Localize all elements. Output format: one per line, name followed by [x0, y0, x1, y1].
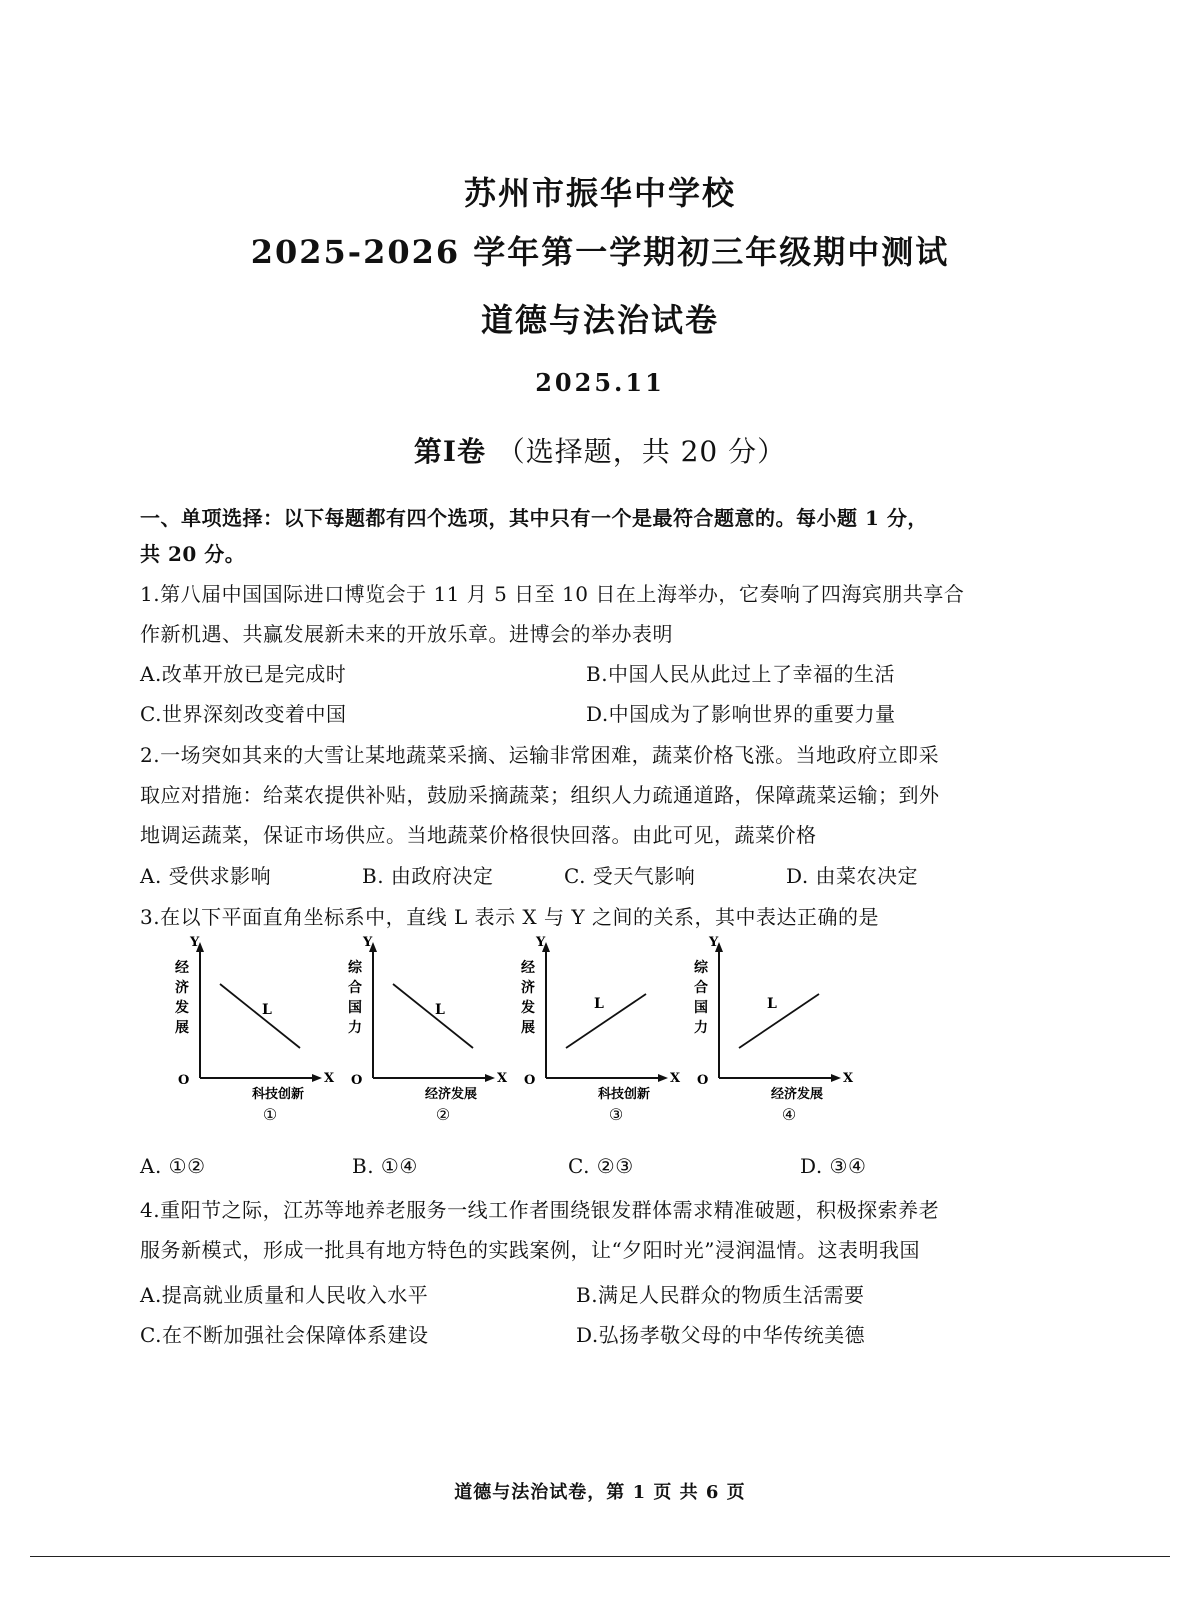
section-heading [140, 500, 1000, 572]
y-axis-label-char: 发 [521, 1000, 535, 1016]
line-l [566, 994, 646, 1048]
question-line: 2.一场突如其来的大雪让某地蔬菜采摘、运输非常困难，蔬菜价格飞涨。当地政府立即采 [140, 743, 940, 767]
y-axis-label-char: 济 [521, 980, 535, 996]
option-c[interactable]: C.在不断加强社会保障体系建设 [140, 1323, 429, 1347]
option-a[interactable]: A.改革开放已是完成时 [140, 662, 347, 686]
x-axis-letter: X [670, 1071, 681, 1086]
graph-number: ② [435, 1105, 451, 1124]
y-axis-label-char: 综 [348, 960, 362, 976]
question-4 [140, 1190, 1000, 1270]
question-3-options [140, 1146, 1000, 1186]
y-axis-letter: Y [190, 935, 200, 950]
y-axis-label-char: 经 [175, 960, 189, 976]
y-axis-label-char: 综 [694, 960, 708, 976]
y-axis-label-char: 合 [348, 980, 362, 996]
question-line: 地调运蔬菜，保证市场供应。当地蔬菜价格很快回落。由此可见，蔬菜价格 [140, 823, 817, 847]
y-axis-letter: Y [709, 935, 719, 950]
option-d[interactable]: D. ③④ [800, 1154, 867, 1178]
line-l [220, 984, 300, 1048]
exam-subject: 道德与法治试卷 [480, 301, 719, 339]
y-axis-label-char: 国 [694, 1000, 708, 1016]
question-line: 1.第八届中国国际进口博览会于 11 月 5 日至 10 日在上海举办，它奏响了四海宾朋共享合 [140, 582, 965, 606]
y-axis-label-char: 济 [175, 980, 189, 996]
volume-sub: （选择题，共 20 分） [496, 435, 787, 468]
exam-term: 2025-2026 学年第一学期初三年级期中测试 [250, 233, 950, 271]
graph-number: ③ [608, 1105, 624, 1124]
line-l-label: L [594, 996, 604, 1012]
option-a[interactable]: A.提高就业质量和人民收入水平 [140, 1283, 429, 1307]
x-axis-label: 科技创新 [252, 1087, 305, 1102]
option-c[interactable]: C. 受天气影响 [564, 864, 696, 888]
coordinate-graphs [150, 932, 870, 1132]
x-axis-arrow [312, 1074, 322, 1082]
origin-label: O [697, 1073, 709, 1088]
question-line: 3.在以下平面直角坐标系中，直线 L 表示 X 与 Y 之间的关系，其中表达正确的是 [140, 905, 879, 929]
option-a[interactable]: A. ①② [140, 1154, 206, 1178]
line-l-label: L [767, 996, 777, 1012]
option-d[interactable]: D.中国成为了影响世界的重要力量 [586, 702, 896, 726]
bottom-rule [30, 1556, 1170, 1557]
y-axis-label-char: 展 [175, 1020, 189, 1036]
page-footer: 道德与法治试卷，第 1 页 共 6 页 [454, 1482, 746, 1503]
option-d[interactable]: D. 由菜农决定 [786, 864, 919, 888]
x-axis-arrow [658, 1074, 668, 1082]
line-l [739, 994, 819, 1048]
question-line: 4.重阳节之际，江苏等地养老服务一线工作者围绕银发群体需求精准破题，积极探索养老 [140, 1198, 940, 1222]
x-axis-label: 经济发展 [771, 1087, 824, 1102]
option-b[interactable]: B.满足人民群众的物质生活需要 [576, 1283, 865, 1307]
y-axis-letter: Y [536, 935, 546, 950]
question-1-options [140, 654, 1000, 734]
question-line: 服务新模式，形成一批具有地方特色的实践案例，让“夕阳时光”浸润温情。这表明我国 [140, 1238, 920, 1262]
question-line: 取应对措施：给菜农提供补贴，鼓励采摘蔬菜；组织人力疏通道路，保障蔬菜运输；到外 [140, 783, 940, 807]
option-d[interactable]: D.弘扬孝敬父母的中华传统美德 [576, 1323, 866, 1347]
x-axis-arrow [485, 1074, 495, 1082]
school-name: 苏州市振华中学校 [463, 174, 736, 212]
y-axis-label-char: 国 [348, 1000, 362, 1016]
question-2-options [140, 856, 1000, 896]
x-axis-letter: X [497, 1071, 508, 1086]
volume-title [0, 430, 1200, 470]
y-axis-label-char: 力 [694, 1020, 708, 1036]
origin-label: O [178, 1073, 190, 1088]
option-c[interactable]: C. ②③ [568, 1154, 634, 1178]
question-4-options [140, 1275, 1000, 1355]
y-axis-label-char: 经 [521, 960, 535, 976]
origin-label: O [524, 1073, 536, 1088]
option-a[interactable]: A. 受供求影响 [140, 864, 272, 888]
y-axis-letter: Y [363, 935, 373, 950]
x-axis-arrow [831, 1074, 841, 1082]
x-axis-letter: X [843, 1071, 854, 1086]
y-axis-label-char: 展 [521, 1020, 535, 1036]
x-axis-label: 科技创新 [598, 1087, 651, 1102]
option-b[interactable]: B. 由政府决定 [362, 864, 494, 888]
line-l-label: L [435, 1002, 445, 1018]
question-2 [140, 735, 1000, 855]
y-axis-label-char: 发 [175, 1000, 189, 1016]
y-axis-label-char: 合 [694, 980, 708, 996]
option-b[interactable]: B.中国人民从此过上了幸福的生活 [586, 662, 896, 686]
question-line: 作新机遇、共赢发展新未来的开放乐章。进博会的举办表明 [140, 622, 673, 646]
line-l-label: L [262, 1002, 272, 1018]
origin-label: O [351, 1073, 363, 1088]
graph-number: ④ [781, 1105, 797, 1124]
section-heading-line: 共 20 分。 [140, 542, 246, 566]
x-axis-label: 经济发展 [425, 1087, 478, 1102]
section-heading-line: 一、单项选择：以下每题都有四个选项，其中只有一个是最符合题意的。每小题 1 分， [140, 506, 928, 530]
volume-main: 第Ⅰ卷 [413, 435, 486, 468]
y-axis-label-char: 力 [348, 1020, 362, 1036]
coordinate-graphs-svg [150, 932, 870, 1132]
line-l [393, 984, 473, 1048]
question-1 [140, 574, 1000, 654]
option-b[interactable]: B. ①④ [352, 1154, 418, 1178]
graph-number: ① [262, 1105, 278, 1124]
exam-date: 2025.11 [535, 368, 665, 397]
x-axis-letter: X [324, 1071, 335, 1086]
option-c[interactable]: C.世界深刻改变着中国 [140, 702, 347, 726]
question-3 [140, 897, 1000, 937]
